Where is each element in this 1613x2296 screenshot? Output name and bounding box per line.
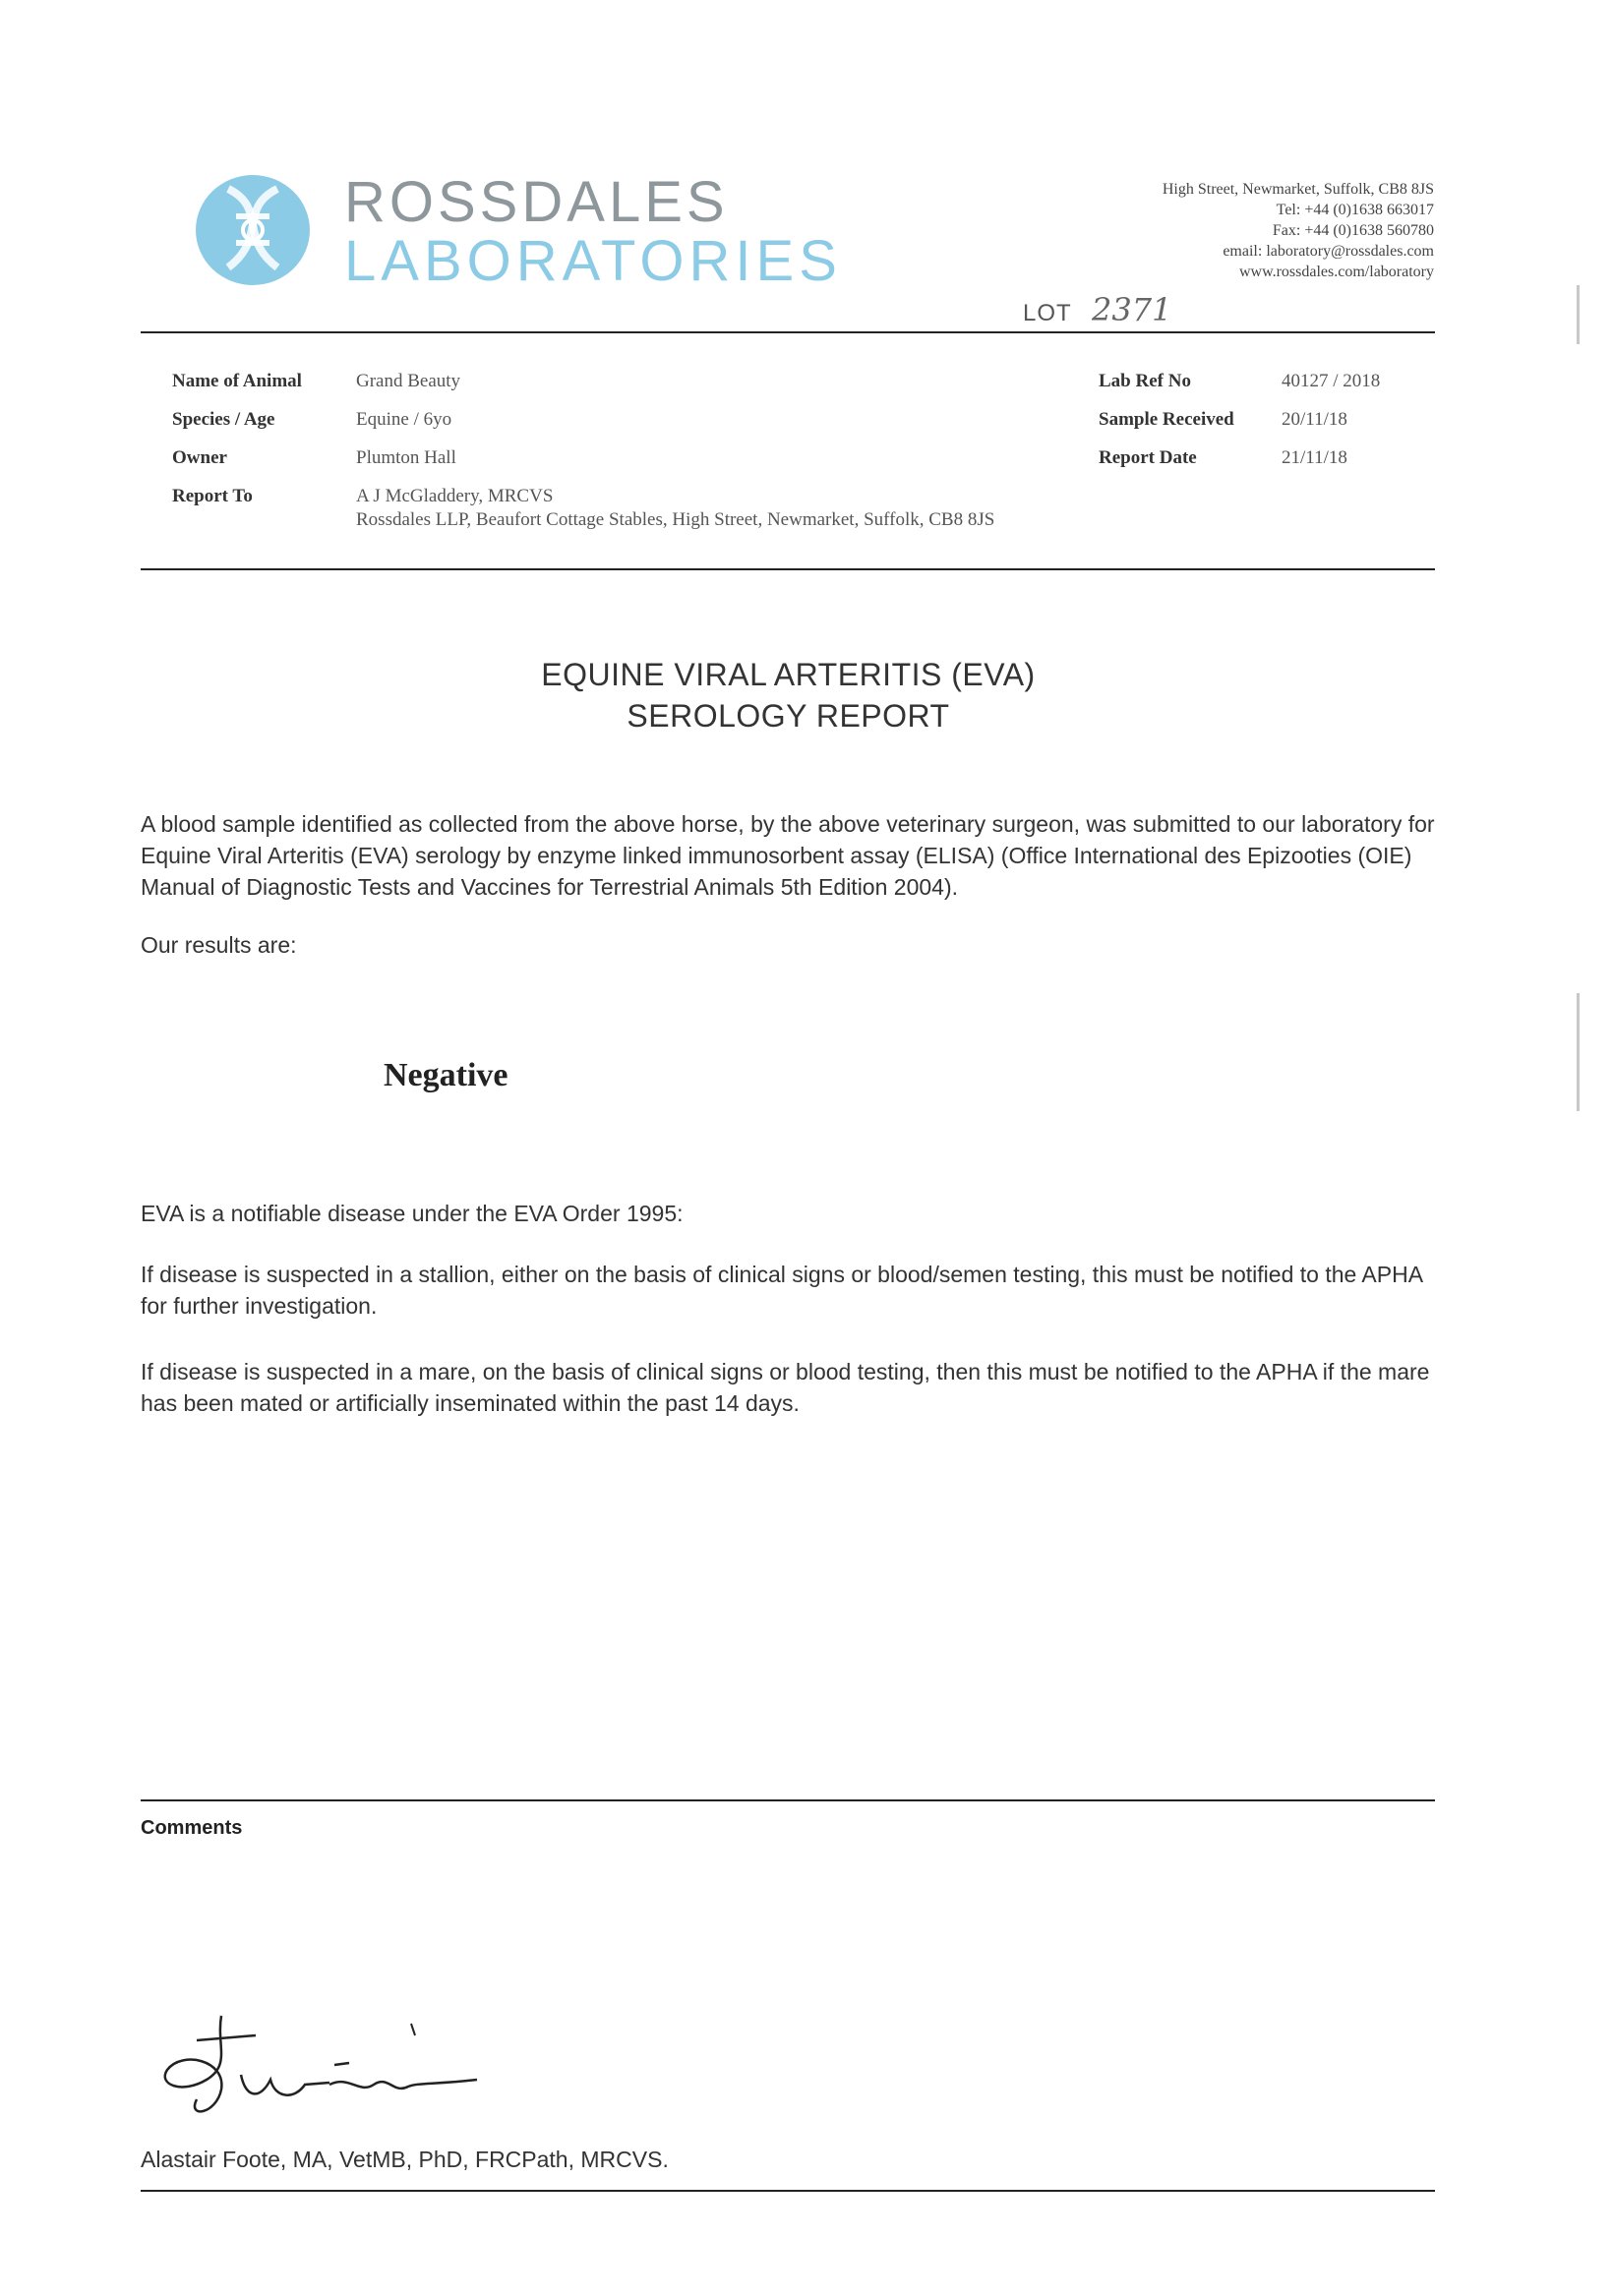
signatory-name: Alastair Foote, MA, VetMB, PhD, FRCPath, MRCVS.: [141, 2147, 669, 2172]
species-age-label: Species / Age: [172, 409, 275, 430]
lab-ref-value: 40127 / 2018: [1282, 371, 1381, 391]
species-age-value: Equine / 6yo: [356, 409, 452, 430]
result-value: Negative: [384, 1057, 508, 1093]
phone-line: Tel: +44 (0)1638 663017: [1276, 202, 1434, 218]
report-to-address: Rossdales LLP, Beaufort Cottage Stables, High Street, Newmarket, Suffolk, CB8 8JS: [356, 509, 995, 530]
name-of-animal-value: Grand Beauty: [356, 371, 461, 391]
lab-address: [1163, 179, 1434, 282]
footer-divider: [141, 2190, 1435, 2192]
logo-text-rossdales: ROSSDALES: [344, 170, 729, 234]
report-date-value: 21/11/18: [1282, 447, 1347, 468]
comments-divider: [141, 1799, 1435, 1801]
comments-label: Comments: [141, 1817, 243, 1839]
report-subtitle: SEROLOGY REPORT: [627, 698, 950, 734]
lab-ref-label: Lab Ref No: [1099, 371, 1191, 391]
owner-value: Plumton Hall: [356, 447, 456, 468]
notifiable-statement: EVA is a notifiable disease under the EVA Order 1995:: [141, 1201, 684, 1226]
signature-icon: [138, 2006, 482, 2134]
rossdales-logo-icon: [189, 169, 317, 292]
intro-paragraph: A blood sample identified as collected from the above horse, by the above veterinary surgeon, was submitted to our laboratory for Equine Viral Arteritis (EVA) serology by enzyme linked immunosorbent assay (ELISA) (Office International des Epizooties (OIE) Manual of Diagnostic Tests and Vaccines for Terrestrial Animals 5th Edition 2004).: [141, 811, 1435, 900]
lot-label: LOT: [1023, 300, 1072, 326]
sample-received-value: 20/11/18: [1282, 409, 1347, 430]
website-line: www.rossdales.com/laboratory: [1238, 264, 1434, 280]
scan-edge-mark: [1577, 285, 1580, 344]
mare-note: If disease is suspected in a mare, on the basis of clinical signs or blood testing, then this must be notified to the APHA if the mare has been mated or artificially inseminated within the past 14 days.: [141, 1359, 1430, 1416]
report-to-label: Report To: [172, 486, 253, 506]
address-line: High Street, Newmarket, Suffolk, CB8 8JS: [1162, 181, 1434, 198]
email-line: email: laboratory@rossdales.com: [1223, 243, 1434, 260]
header-divider: [141, 331, 1435, 333]
report-date-label: Report Date: [1099, 447, 1197, 468]
logo-text-laboratories: LABORATORIES: [344, 229, 842, 293]
results-intro: Our results are:: [141, 932, 297, 958]
lot-handwritten-value: 2371: [1092, 291, 1172, 328]
stallion-note: If disease is suspected in a stallion, either on the basis of clinical signs or blood/semen testing, this must be notified to the APHA for further investigation.: [141, 1262, 1422, 1319]
report-to-name: A J McGladdery, MRCVS: [356, 486, 554, 506]
details-divider: [141, 568, 1435, 570]
scan-edge-mark: [1577, 993, 1580, 1111]
owner-label: Owner: [172, 447, 227, 468]
report-title: EQUINE VIRAL ARTERITIS (EVA): [541, 657, 1036, 692]
sample-received-label: Sample Received: [1099, 409, 1234, 430]
fax-line: Fax: +44 (0)1638 560780: [1272, 222, 1434, 239]
name-of-animal-label: Name of Animal: [172, 371, 302, 391]
